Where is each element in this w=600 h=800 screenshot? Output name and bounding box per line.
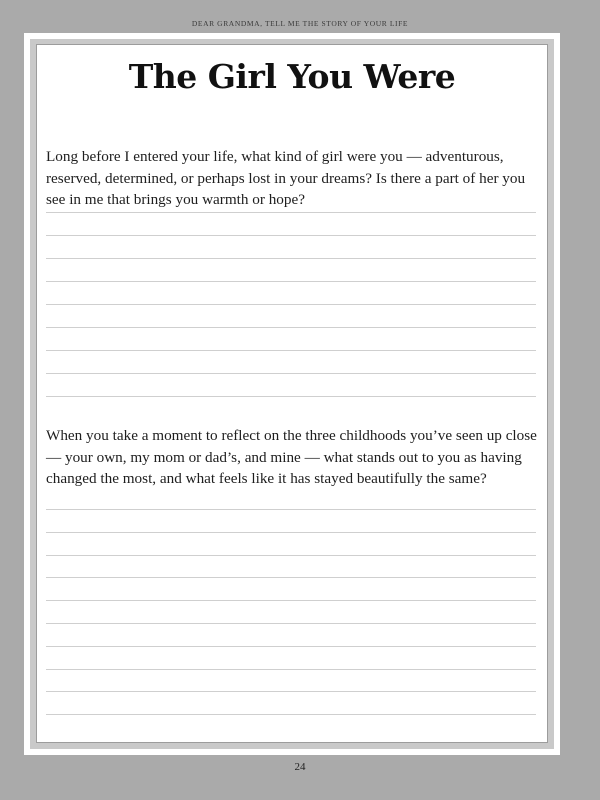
answer-line[interactable] <box>46 373 536 374</box>
answer-line[interactable] <box>46 258 536 259</box>
answer-line[interactable] <box>46 509 536 510</box>
answer-line[interactable] <box>46 714 536 715</box>
answer-line[interactable] <box>46 235 536 236</box>
answer-line[interactable] <box>46 623 536 624</box>
page-number: 24 <box>294 761 306 773</box>
answer-line[interactable] <box>46 600 536 601</box>
answer-line[interactable] <box>46 396 536 397</box>
answer-line[interactable] <box>46 212 536 213</box>
answer-line[interactable] <box>46 646 536 647</box>
answer-line[interactable] <box>46 327 536 328</box>
prompt-question-1: Long before I entered your life, what kind of girl were you — adventurous, reserved, determined, or perhaps lost in your dreams? Is there a part of her you see in me that brings you warmth or hope? <box>46 148 526 208</box>
answer-line[interactable] <box>46 281 536 282</box>
answer-line[interactable] <box>46 532 536 533</box>
answer-line[interactable] <box>46 669 536 670</box>
answer-line[interactable] <box>46 304 536 305</box>
answer-line[interactable] <box>46 577 536 578</box>
answer-line[interactable] <box>46 350 536 351</box>
answer-line[interactable] <box>46 555 536 556</box>
answer-line[interactable] <box>46 691 536 692</box>
page-title: The Girl You Were <box>128 57 456 96</box>
running-header: DEAR GRANDMA, TELL ME THE STORY OF YOUR LIFE <box>191 19 409 28</box>
prompt-question-2: When you take a moment to reflect on the three childhoods you’ve seen up close — your own, my mom or dad’s, and mine — what stands out to you as having changed the most, and what feels like it has stayed beautifully the same? <box>46 427 537 487</box>
